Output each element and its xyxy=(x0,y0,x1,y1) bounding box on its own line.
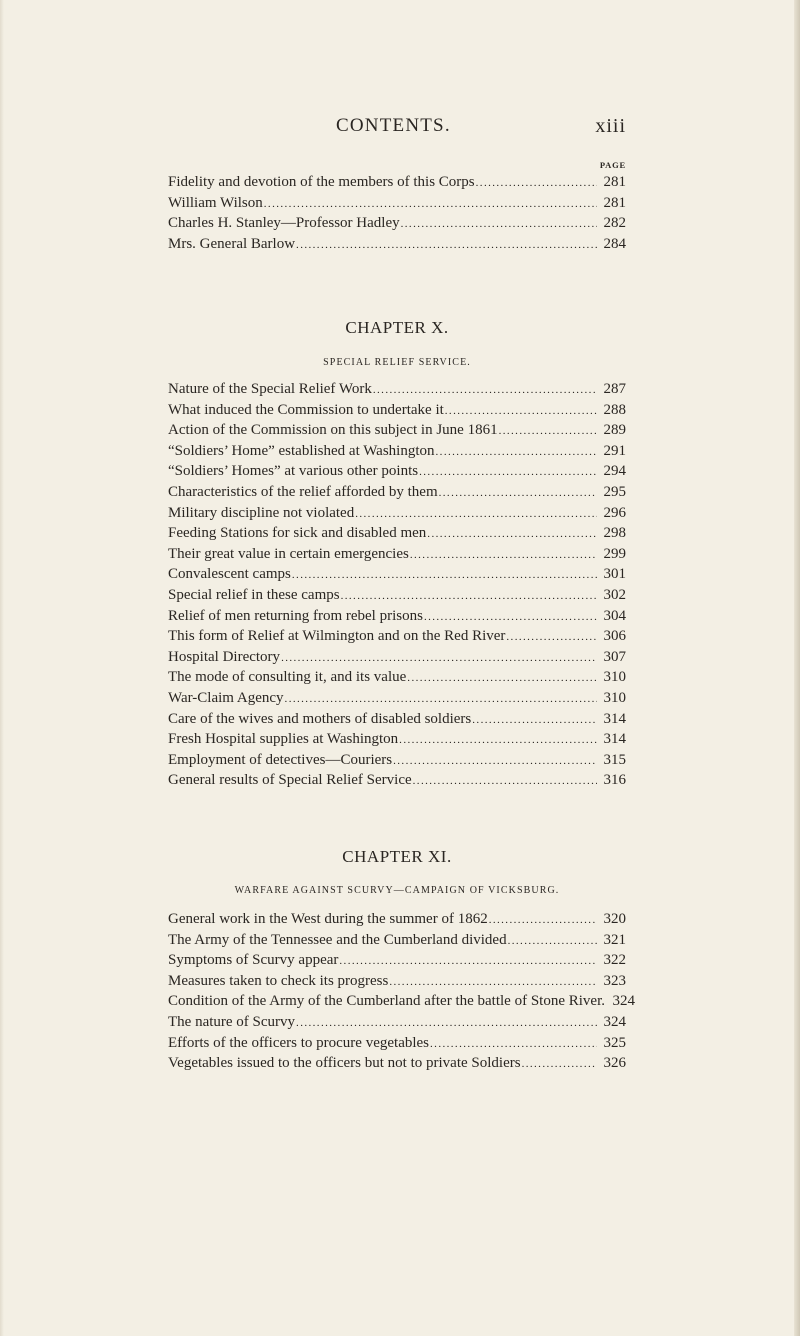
dot-leader xyxy=(355,508,597,520)
page-header xyxy=(168,115,626,145)
dot-leader xyxy=(424,611,597,623)
toc-entry-title: The mode of consulting it, and its value xyxy=(168,669,407,686)
toc-entry-title: Efforts of the officers to procure vegetables xyxy=(168,1034,430,1051)
toc-entry xyxy=(168,215,626,236)
toc-entry xyxy=(168,690,626,711)
chapter-x-entries xyxy=(168,381,626,793)
dot-leader xyxy=(292,569,597,581)
toc-entry-page: 322 xyxy=(603,952,626,969)
toc-entry xyxy=(168,1035,626,1056)
dot-leader xyxy=(476,177,597,189)
toc-entry-title: Action of the Commission on this subject in June 1861 xyxy=(168,422,498,439)
toc-entry-page: 314 xyxy=(603,731,626,748)
toc-entry-title: Condition of the Army of the Cumberland after the battle of Stone River. xyxy=(168,993,605,1010)
dot-leader xyxy=(499,425,597,437)
dot-leader xyxy=(419,466,597,478)
dot-leader xyxy=(341,590,597,602)
dot-leader xyxy=(393,755,597,767)
toc-entry xyxy=(168,731,626,752)
toc-entry-page: 301 xyxy=(603,566,626,583)
toc-entry-page: 288 xyxy=(603,401,626,418)
toc-entry-title: General work in the West during the summer of 1862 xyxy=(168,911,488,927)
toc-entry-title: “Soldiers’ Homes” at various other points xyxy=(168,463,419,480)
page-number: xiii xyxy=(595,115,626,137)
toc-entry-title: Measures taken to check its progress xyxy=(168,972,389,989)
toc-entry xyxy=(168,546,626,567)
toc-entry-title: “Soldiers’ Home” established at Washington xyxy=(168,442,435,459)
toc-entry-title: Symptoms of Scurvy appear xyxy=(168,952,339,969)
toc-entry-title: Their great value in certain emergencies xyxy=(168,545,409,562)
toc-entry xyxy=(168,484,626,505)
toc-entry-title: Charles H. Stanley—Professor Hadley xyxy=(168,215,400,232)
toc-entry-page: 284 xyxy=(603,235,626,252)
toc-entry-title: Fidelity and devotion of the members of this Corps xyxy=(168,174,475,190)
chapter-xi-entries xyxy=(168,911,635,1076)
dot-leader xyxy=(401,218,597,230)
toc-entry-page: 299 xyxy=(603,545,626,562)
running-title: CONTENTS. xyxy=(336,115,451,136)
toc-entry-title: Mrs. General Barlow xyxy=(168,235,296,252)
page-column-label: PAGE xyxy=(599,160,626,170)
toc-entry xyxy=(168,752,626,773)
toc-entry xyxy=(168,973,626,994)
toc-entry-page: 323 xyxy=(603,972,626,989)
toc-entry-title: Special relief in these camps xyxy=(168,586,340,603)
dot-leader xyxy=(430,1038,597,1050)
toc-entry xyxy=(168,587,626,608)
toc-entry-page: 316 xyxy=(603,772,626,789)
toc-entry xyxy=(168,236,626,257)
toc-entry-title: Fresh Hospital supplies at Washington xyxy=(168,731,399,748)
toc-entry xyxy=(168,195,626,216)
toc-entry xyxy=(168,911,626,932)
toc-entry-title: William Wilson xyxy=(168,194,263,211)
toc-entry-title: Military discipline not violated xyxy=(168,504,355,521)
dot-leader xyxy=(296,239,597,251)
toc-entry-page: 310 xyxy=(603,689,626,706)
dot-leader xyxy=(389,976,597,988)
toc-entry-page: 324 xyxy=(603,1013,626,1030)
toc-entry-page: 291 xyxy=(603,442,626,459)
toc-entry xyxy=(168,381,626,402)
dot-leader xyxy=(339,955,597,967)
toc-entry xyxy=(168,1014,626,1035)
toc-entry-page: 326 xyxy=(603,1055,626,1072)
toc-entry-page: 314 xyxy=(603,710,626,727)
dot-leader xyxy=(508,935,597,947)
toc-entry xyxy=(168,174,626,195)
toc-entry-title: Nature of the Special Relief Work xyxy=(168,381,372,397)
toc-entry-page: 281 xyxy=(603,194,626,211)
dot-leader xyxy=(489,914,597,926)
toc-entry-page: 298 xyxy=(603,525,626,542)
toc-entry-title: What induced the Commission to undertake it xyxy=(168,401,444,418)
toc-entry-page: 289 xyxy=(603,422,626,439)
toc-entry-title: Convalescent camps xyxy=(168,566,291,583)
dot-leader xyxy=(427,528,597,540)
toc-entry-page: 310 xyxy=(603,669,626,686)
toc-entry-page: 295 xyxy=(603,483,626,500)
toc-entry xyxy=(168,993,635,1014)
toc-entry xyxy=(168,608,626,629)
toc-entry-page: 281 xyxy=(603,174,626,190)
toc-entry-page: 325 xyxy=(603,1034,626,1051)
toc-entry-title: War-Claim Agency xyxy=(168,689,284,706)
toc-entry-title: The nature of Scurvy xyxy=(168,1013,296,1030)
toc-entry xyxy=(168,525,626,546)
page-left-edge xyxy=(0,0,4,1336)
toc-entry-title: Vegetables issued to the officers but not to private Soldiers xyxy=(168,1055,521,1072)
dot-leader xyxy=(285,693,597,705)
toc-entry-title: Relief of men returning from rebel prisons xyxy=(168,607,423,624)
toc-entry xyxy=(168,628,626,649)
dot-leader xyxy=(410,549,597,561)
dot-leader xyxy=(296,1017,597,1029)
page-right-edge xyxy=(794,0,800,1336)
toc-entry-title: Employment of detectives—Couriers xyxy=(168,751,393,768)
toc-entry xyxy=(168,463,626,484)
toc-entry-page: 320 xyxy=(603,911,626,927)
toc-entry-page: 282 xyxy=(603,215,626,232)
dot-leader xyxy=(522,1058,597,1070)
toc-entry xyxy=(168,443,626,464)
toc-entry-page: 287 xyxy=(603,381,626,397)
toc-entry xyxy=(168,505,626,526)
chapter-xi-subheading: WARFARE AGAINST SCURVY—CAMPAIGN OF VICKSBURG. xyxy=(234,885,560,896)
toc-entry-page: 324 xyxy=(612,993,635,1010)
toc-entry xyxy=(168,1055,626,1076)
dot-leader xyxy=(264,198,597,210)
dot-leader xyxy=(506,631,597,643)
toc-entry xyxy=(168,402,626,423)
toc-entry-title: Characteristics of the relief afforded by them xyxy=(168,483,438,500)
toc-entry xyxy=(168,711,626,732)
toc-entry-page: 307 xyxy=(603,648,626,665)
toc-entry-page: 304 xyxy=(603,607,626,624)
toc-entry-page: 321 xyxy=(603,931,626,948)
chapter-x-subheading: SPECIAL RELIEF SERVICE. xyxy=(323,357,471,368)
dot-leader xyxy=(439,487,597,499)
toc-entry xyxy=(168,772,626,793)
toc-entry-page: 296 xyxy=(603,504,626,521)
toc-entry xyxy=(168,649,626,670)
toc-entry xyxy=(168,669,626,690)
toc-entry xyxy=(168,566,626,587)
dot-leader xyxy=(373,384,597,396)
toc-entry-page: 302 xyxy=(603,586,626,603)
toc-entry-title: Care of the wives and mothers of disabled soldiers xyxy=(168,710,472,727)
toc-entry xyxy=(168,932,626,953)
toc-entry-title: The Army of the Tennessee and the Cumberland divided xyxy=(168,931,507,948)
toc-entry-page: 306 xyxy=(603,628,626,645)
dot-leader xyxy=(399,734,597,746)
toc-continued-list xyxy=(168,174,626,256)
toc-entry-page: 315 xyxy=(603,751,626,768)
toc-entry-title: Hospital Directory xyxy=(168,648,281,665)
dot-leader xyxy=(413,775,597,787)
toc-entry xyxy=(168,952,626,973)
dot-leader xyxy=(436,446,597,458)
toc-entry xyxy=(168,422,626,443)
dot-leader xyxy=(445,405,597,417)
dot-leader xyxy=(407,672,597,684)
toc-entry-title: General results of Special Relief Service xyxy=(168,772,412,789)
dot-leader xyxy=(281,652,597,664)
chapter-xi-heading: CHAPTER XI. xyxy=(342,847,452,866)
chapter-x-heading: CHAPTER X. xyxy=(345,318,449,337)
dot-leader xyxy=(472,714,597,726)
toc-entry-page: 294 xyxy=(603,463,626,480)
toc-entry-title: Feeding Stations for sick and disabled men xyxy=(168,525,427,542)
toc-entry-title: This form of Relief at Wilmington and on the Red River xyxy=(168,628,506,645)
